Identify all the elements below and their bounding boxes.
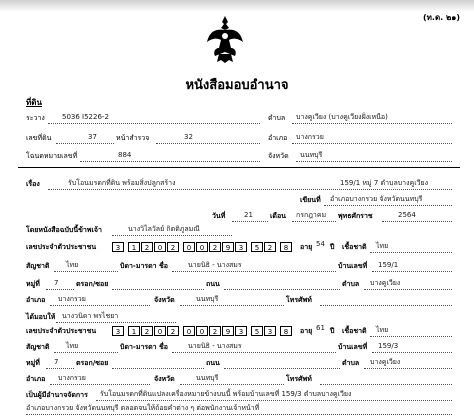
survey-page-value: 32 bbox=[184, 133, 193, 141]
grantor-amphoe-label: อำเภอ bbox=[26, 296, 46, 304]
grantee-id-digit: 1 bbox=[128, 326, 140, 336]
grantee-name-line bbox=[56, 322, 176, 323]
grantee-nationality-value: ไทย bbox=[66, 342, 79, 350]
land-tambon-label: ตำบล bbox=[268, 114, 286, 122]
grantee-house-no-line bbox=[372, 352, 452, 353]
grantor-id-digit: 0 bbox=[183, 242, 195, 252]
grantee-nationality-label: สัญชาติ bbox=[26, 343, 50, 351]
grantor-nationality-line bbox=[54, 271, 118, 272]
grantor-id-digit: 2 bbox=[141, 242, 153, 252]
grantor-race-value: ไทย bbox=[376, 242, 389, 250]
grantor-parents-value: นายนิธิ - นางสมร bbox=[188, 261, 242, 269]
grantee-tambon-value: บางคูเวียง bbox=[370, 358, 401, 366]
agent-label: เป็นผู้มีอำนาจจัดการ bbox=[26, 391, 88, 399]
grantor-road-label: ถนน bbox=[206, 280, 220, 288]
grantor-nationality-value: ไทย bbox=[66, 261, 79, 269]
grantee-id-digit: 0 bbox=[154, 326, 166, 336]
grantor-id-digit: 5 bbox=[251, 242, 263, 252]
grantee-amphoe-value: บางกรวย bbox=[58, 374, 86, 382]
survey-line bbox=[48, 123, 260, 124]
grantor-tambon-line bbox=[364, 289, 452, 290]
grantor-tambon-label: ตำบล bbox=[342, 280, 360, 288]
grantee-phone-line bbox=[320, 384, 452, 385]
grantor-name-line bbox=[112, 235, 232, 236]
grantee-parents-label: บิดา-มารดา ชื่อ bbox=[120, 343, 168, 351]
grantor-id-digit: 0 bbox=[196, 242, 208, 252]
month-line bbox=[292, 221, 336, 222]
grantor-province-value: นนทบุรี bbox=[196, 295, 219, 303]
grantee-id-digit: 5 bbox=[251, 326, 263, 336]
grantor-house-no-line bbox=[372, 271, 452, 272]
survey-page-label: หน้าสำรวจ bbox=[116, 134, 150, 142]
land-tambon-value: บางคูเวียง (บางคูเวียงฝั่งเหนือ) bbox=[296, 113, 388, 121]
year-label: พุทธศักราช bbox=[338, 212, 373, 220]
grantee-race-line bbox=[370, 336, 452, 337]
grantor-tambon-value: บางคูเวียง bbox=[370, 279, 401, 287]
grantee-moo-label: หมู่ที่ bbox=[26, 359, 40, 367]
matter-value: รับโอนมรดกที่ดิน พร้อมสิ่งปลูกสร้าง bbox=[68, 179, 176, 187]
land-section-label: ที่ดิน bbox=[26, 98, 42, 107]
land-province-value: นนทบุรี bbox=[300, 151, 323, 159]
page-title: หนังสือมอบอำนาจ bbox=[185, 78, 289, 93]
matter-line bbox=[48, 189, 452, 190]
survey-page-line bbox=[156, 143, 260, 144]
land-no-value: 37 bbox=[88, 133, 97, 141]
grantee-phone-label: โทรศัพท์ bbox=[286, 375, 312, 383]
grantor-age-label: อายุ bbox=[300, 243, 313, 251]
grantee-id-digit: 0 bbox=[196, 326, 208, 336]
grantor-province-label: จังหวัด bbox=[154, 296, 175, 304]
grantor-amphoe-value: บางกรวย bbox=[58, 295, 86, 303]
grantor-phone-line bbox=[320, 305, 452, 306]
grantor-soi-line bbox=[112, 289, 204, 290]
section-divider bbox=[18, 167, 460, 168]
deed-label: โฉนดหมายเลขที่ bbox=[26, 152, 78, 160]
grantor-phone-label: โทรศัพท์ bbox=[286, 296, 312, 304]
grantee-id-digit: 2 bbox=[209, 326, 221, 336]
grantee-id-digit: 3 bbox=[235, 326, 247, 336]
grantor-age-unit: ปี bbox=[330, 243, 335, 251]
grantee-id-digit: 0 bbox=[183, 326, 195, 336]
grantee-label: ได้มอบให้ bbox=[26, 313, 56, 321]
grantor-house-no-label: บ้านเลขที่ bbox=[338, 262, 368, 270]
grantor-soi-label: ตรอก/ซอย bbox=[76, 280, 109, 288]
grantor-id-digit: 3 bbox=[112, 242, 124, 252]
grantor-parents-label: บิดา-มารดา ชื่อ bbox=[120, 262, 168, 270]
grantor-id-digit: 3 bbox=[235, 242, 247, 252]
grantee-id-digit: 3 bbox=[112, 326, 124, 336]
agent-line-2 bbox=[26, 414, 452, 415]
grantee-tambon-label: ตำบล bbox=[342, 359, 360, 367]
grantee-tambon-line bbox=[364, 368, 452, 369]
grantor-name: นางวิไลวัลย์ กิตติภูลมณี bbox=[128, 225, 200, 233]
day-line bbox=[232, 221, 268, 222]
grantee-age-label: อายุ bbox=[300, 327, 313, 335]
grantor-amphoe-line bbox=[50, 305, 150, 306]
form-code: (ท.ด. ๒๑) bbox=[423, 13, 460, 22]
written-at-value: อำเภอบางกรวย จังหวัดนนทบุรี bbox=[330, 195, 423, 203]
written-at-line bbox=[324, 205, 452, 206]
grantee-parents-line bbox=[172, 352, 336, 353]
agent-line-1 bbox=[96, 400, 452, 401]
grantee-id-digit: 8 bbox=[280, 326, 292, 336]
deed-value: 884 bbox=[118, 151, 132, 159]
grantor-road-line bbox=[224, 289, 340, 290]
grantee-amphoe-label: อำเภอ bbox=[26, 375, 46, 383]
grantor-province-line bbox=[180, 305, 284, 306]
land-tambon-line bbox=[292, 123, 452, 124]
written-at-label: เขียนที่ bbox=[300, 196, 321, 204]
grantee-id-digit: 3 bbox=[264, 326, 276, 336]
garuda-emblem-icon bbox=[205, 14, 245, 64]
grantor-id-digit: 9 bbox=[222, 242, 234, 252]
grantee-name: นางวนิดา พรไชยา bbox=[62, 312, 119, 320]
grantee-race-value: ไทย bbox=[376, 326, 389, 334]
grantor-race-label: เชื้อชาติ bbox=[342, 243, 367, 251]
land-amphoe-value: บางกรวย bbox=[296, 133, 324, 141]
agent-text-line-1: รับโอนมรดกที่ดินแปลงเครื่องหมายข้างบนนี้ พร้อมบ้านเลขที่ 159/3 ตำบลบางคูเวียง bbox=[100, 390, 352, 398]
grantor-intro-label: โดยหนังสือฉบับนี้ข้าพเจ้า bbox=[26, 226, 102, 234]
grantor-moo-value: 7 bbox=[54, 279, 59, 287]
grantee-moo-value: 7 bbox=[54, 358, 59, 366]
day-label: วันที่ bbox=[212, 212, 226, 220]
agent-text-line-2: อำเภอบางกรวย จังหวัดนนทบุรี ตลอดจนให้ถ้อยคำต่าง ๆ ต่อพนักงานเจ้าหน้าที่ bbox=[26, 404, 260, 412]
grantor-race-line bbox=[370, 252, 452, 253]
grantor-id-label: เลขประจำตัวประชาชน bbox=[26, 243, 97, 251]
grantor-id-digit: 2 bbox=[167, 242, 179, 252]
grantee-parents-value: นายนิธิ - นางสมร bbox=[188, 342, 242, 350]
grantee-age-value: 61 bbox=[316, 324, 325, 332]
survey-value: 5036 I5226-2 bbox=[62, 113, 109, 121]
grantee-nationality-line bbox=[54, 352, 118, 353]
grantee-id-label: เลขประจำตัวประชาชน bbox=[26, 327, 97, 335]
grantee-province-line bbox=[180, 384, 284, 385]
land-no-label: เลขที่ดิน bbox=[26, 134, 52, 142]
grantor-moo-line bbox=[46, 289, 74, 290]
page-top-shadow bbox=[0, 0, 474, 12]
year-line bbox=[382, 221, 452, 222]
land-amphoe-label: อำเภอ bbox=[268, 134, 288, 142]
land-province-line bbox=[296, 161, 452, 162]
grantor-id-digit: 0 bbox=[154, 242, 166, 252]
month-value: กรกฎาคม bbox=[296, 211, 327, 219]
grantee-moo-line bbox=[46, 368, 74, 369]
month-label: เดือน bbox=[270, 212, 286, 220]
grantor-moo-label: หมู่ที่ bbox=[26, 280, 40, 288]
grantor-id-digit: 2 bbox=[209, 242, 221, 252]
grantor-id-digit: 2 bbox=[264, 242, 276, 252]
grantor-age-value: 54 bbox=[316, 240, 325, 248]
matter-address-value: 159/1 หมู่ 7 ตำบลบางคูเวียง bbox=[340, 179, 429, 187]
grantee-province-label: จังหวัด bbox=[154, 375, 175, 383]
grantee-house-no-label: บ้านเลขที่ bbox=[338, 343, 368, 351]
grantor-house-no-value: 159/1 bbox=[378, 261, 399, 269]
grantee-id-digit: 2 bbox=[141, 326, 153, 336]
grantee-road-label: ถนน bbox=[206, 359, 220, 367]
land-amphoe-line bbox=[292, 143, 452, 144]
matter-label: เรื่อง bbox=[26, 180, 40, 188]
year-value: 2564 bbox=[398, 211, 416, 219]
grantee-amphoe-line bbox=[50, 384, 150, 385]
grantee-soi-label: ตรอก/ซอย bbox=[76, 359, 109, 367]
survey-label: ระวาง bbox=[26, 114, 45, 122]
grantee-house-no-value: 159/3 bbox=[378, 342, 399, 350]
day-value: 21 bbox=[244, 211, 253, 219]
grantee-id-digit: 9 bbox=[222, 326, 234, 336]
grantee-age-unit: ปี bbox=[330, 327, 335, 335]
grantor-id-digit: 8 bbox=[280, 242, 292, 252]
grantee-id-digit: 2 bbox=[167, 326, 179, 336]
grantor-nationality-label: สัญชาติ bbox=[26, 262, 50, 270]
grantor-id-digit: 1 bbox=[128, 242, 140, 252]
grantor-parents-line bbox=[172, 271, 336, 272]
land-province-label: จังหวัด bbox=[268, 152, 289, 160]
grantee-road-line bbox=[224, 368, 340, 369]
grantee-province-value: นนทบุรี bbox=[196, 374, 219, 382]
deed-line bbox=[80, 161, 260, 162]
grantee-soi-line bbox=[112, 368, 204, 369]
land-no-line bbox=[56, 143, 114, 144]
grantee-race-label: เชื้อชาติ bbox=[342, 327, 367, 335]
